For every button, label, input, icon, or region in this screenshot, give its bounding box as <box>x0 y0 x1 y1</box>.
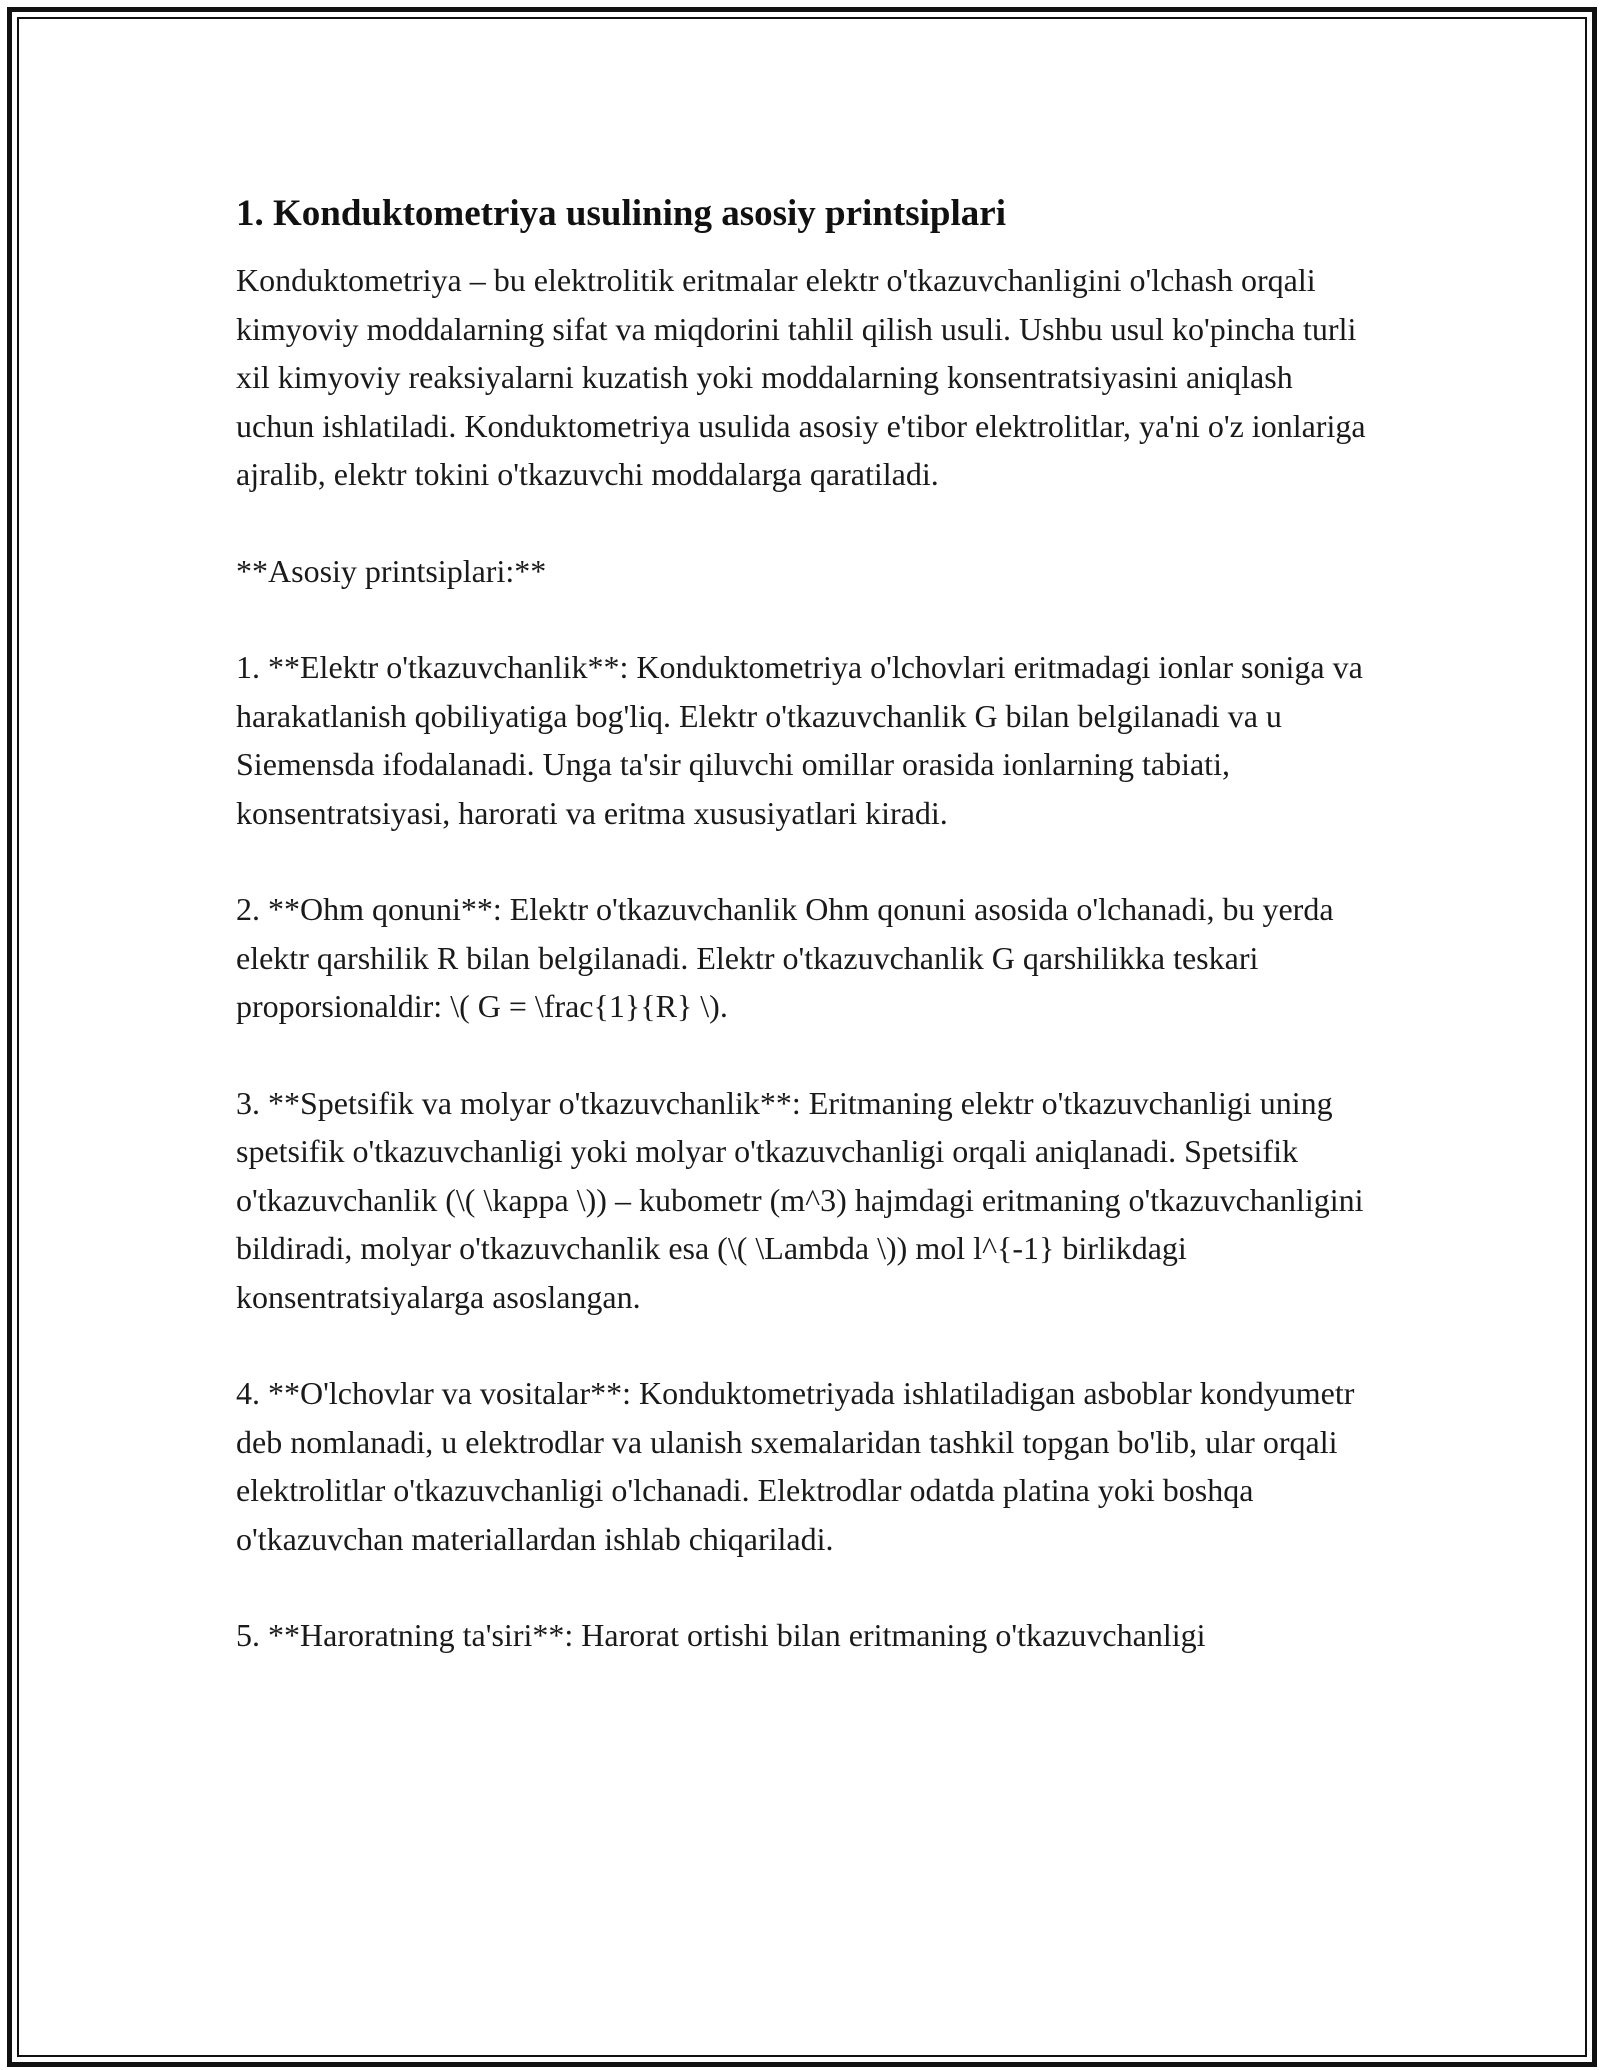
principle-item-4: 4. **O'lchovlar va vositalar**: Konduktometriyada ishlatiladigan asboblar kondyumetr deb nomlanadi, u elektrodlar va ulanish sxemalaridan tashkil topgan bo'lib, ular orqali elektrolitlar o'tkazuvchanligi o'lchanadi. Elektrodlar odatda platina yoki boshqa o'tkazuvchan materiallardan ishlab chiqariladi. <box>236 1375 1355 1557</box>
principle-item-3: 3. **Spetsifik va molyar o'tkazuvchanlik**: Eritmaning elektr o'tkazuvchanligi uning spetsifik o'tkazuvchanligi yoki molyar o'tkazuvchanligi orqali aniqlanadi. Spetsifik o'tkazuvchanlik (\( \kappa \)) – kubometr (m^3) hajmdagi eritmaning o'tkazuvchanligini bildiradi, molyar o'tkazuvchanlik esa (\( \Lambda \)) mol l^{-1} birlikdagi konsentratsiyalarga asoslangan. <box>236 1084 1364 1315</box>
document-body <box>236 186 1376 1660</box>
document-title: 1. Konduktometriya usulining asosiy printsiplari <box>236 193 1006 234</box>
principle-item-5: 5. **Haroratning ta'siri**: Harorat ortishi bilan eritmaning o'tkazuvchanligi <box>236 1617 1206 1653</box>
principle-item-1: 1. **Elektr o'tkazuvchanlik**: Konduktometriya o'lchovlari eritmadagi ionlar soniga va harakatlanish qobiliyatiga bog'liq. Elektr o'tkazuvchanlik G bilan belgilanadi va u Siemensda ifodalanadi. Unga ta'sir qiluvchi omillar orasida ionlarning tabiati, konsentratsiyasi, harorati va eritma xususiyatlari kiradi. <box>236 649 1363 831</box>
principles-heading: **Asosiy printsiplari:** <box>236 552 547 589</box>
intro-paragraph: Konduktometriya – bu elektrolitik eritmalar elektr o'tkazuvchanligini o'lchash orqali kimyoviy moddalarning sifat va miqdorini tahlil qilish usuli. Ushbu usul ko'pincha turli xil kimyoviy reaksiyalarni kuzatish yoki moddalarning konsentratsiyasini aniqlash uchun ishlatiladi. Konduktometriya usulida asosiy e'tibor elektrolitlar, ya'ni o'z ionlariga ajralib, elektr tokini o'tkazuvchi moddalarga qaratiladi. <box>236 262 1366 492</box>
principle-item-2: 2. **Ohm qonuni**: Elektr o'tkazuvchanlik Ohm qonuni asosida o'lchanadi, bu yerda elektr qarshilik R bilan belgilanadi. Elektr o'tkazuvchanlik G qarshilikka teskari proporsionaldir: \( G = \frac{1}{R} \). <box>236 891 1334 1024</box>
